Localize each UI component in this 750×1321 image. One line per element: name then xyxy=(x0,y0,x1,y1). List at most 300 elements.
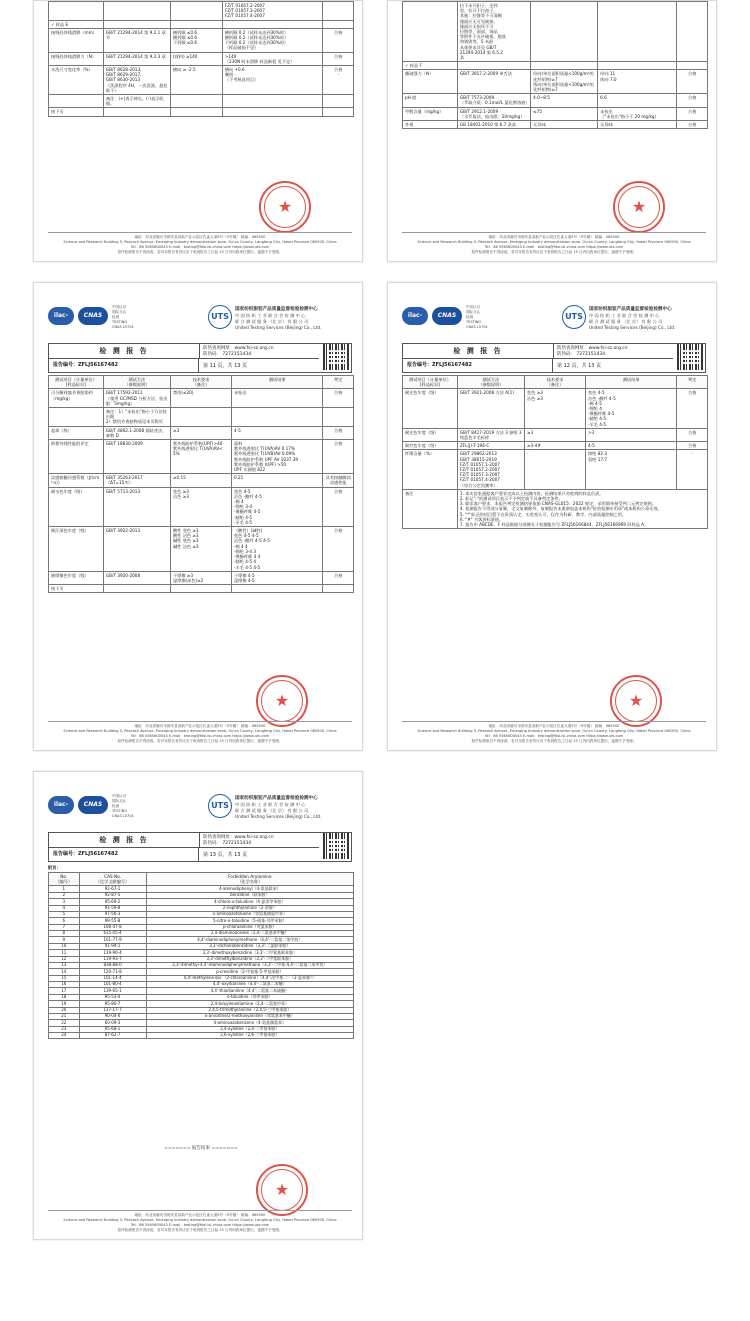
table-cell: 耐摩擦色牢度（级） xyxy=(49,571,104,584)
table-row xyxy=(49,389,354,408)
table-cell: 合格 xyxy=(323,571,354,584)
table-cell: 101-14-4 xyxy=(79,975,146,981)
table-cell: GB/T 2912.1-2009 （水萃取法，检出限：20mg/kg） xyxy=(457,107,530,120)
table-cell: 横向 +0.6 腰围 - （不考核此项目） xyxy=(222,66,323,95)
table-cell: 3,3'-dimethoxybenzidine（3,3'-二甲氧基联苯胺） xyxy=(146,950,353,956)
cnas-logo: CNAS xyxy=(78,307,108,325)
table-cell: 合格 xyxy=(677,70,708,94)
table-cell: 耐汗渍色牢度（级） xyxy=(49,527,104,572)
table-cell: 23 xyxy=(49,1026,80,1032)
table-cell: （酸性）(碱性) 变色 4-5 4-5 沾色 -醋纤 4-5 4-5 -棉 4 4 -锦纶 3-4 3 -聚酯纤维 4 4 -腈纶 4-5 4 -羊毛 4-5 4-5 xyxy=(231,527,323,572)
table-cell: 97-56-3 xyxy=(79,911,146,917)
table-header-cell: CAS No. （化学文献编号） xyxy=(79,873,146,886)
verification-info: 防伪查询网址：www.fsi-sz.org.cn 防伪码： 7272151434 xyxy=(203,346,274,357)
table-cell: 90-04-0 xyxy=(79,1013,146,1019)
notes-label: 备注 xyxy=(403,489,458,528)
table-cell xyxy=(49,2,104,21)
table-cell xyxy=(222,20,323,28)
table-row xyxy=(403,121,708,129)
table-cell xyxy=(531,2,598,62)
table-cell: >3 xyxy=(585,428,677,441)
report-number: 报告编号：ZFLJ56167482 xyxy=(49,358,199,372)
table-cell: 可分解致癌芳香胺染料（mg/kg） xyxy=(49,389,104,408)
table-cell: 17 xyxy=(49,988,80,994)
table-cell: GB/T 7573-2009 （萃取介质：0.1mol/L 氯化钾溶液） xyxy=(457,94,530,107)
company-name: 国家纺织服装产品质量监督检验检测中心 中 国 纺 织 工 业 联 合 会 检 测 中 心 联 合 测 试 服 务 （北 京） 有 限 公 司 United Testing Services (Beijing) Co., Ltd. xyxy=(235,307,322,330)
table-cell: 合格 xyxy=(677,442,708,450)
table-cell xyxy=(170,108,222,116)
table-cell xyxy=(598,62,677,70)
table-cell: 备注：1）"未检出"指小于方法检出限 2）禁用芳香胺物质见本页附页 xyxy=(103,408,170,427)
official-seal xyxy=(259,181,311,233)
table-cell: - xyxy=(524,450,585,489)
table-cell: GB/T 5713-2013 xyxy=(103,487,170,526)
table-header-cell: Forbidden Arylamine （化学名称） xyxy=(146,873,353,886)
table-cell: 凉感接触冷感系数（J/(cm²·s)） xyxy=(49,474,104,487)
table-row xyxy=(49,527,354,572)
table-row xyxy=(49,571,354,584)
table-cell: 5 xyxy=(49,911,80,917)
table-row xyxy=(49,474,354,487)
table-cell: 耐拧色牢度（级） xyxy=(403,442,458,450)
table-cell: 87-62-7 xyxy=(79,1033,146,1039)
report-header xyxy=(48,792,352,826)
table-cell: GB/T 3917.2-2009 单舌法 xyxy=(457,70,530,94)
report-page-10 xyxy=(33,0,363,262)
footer-address-cn: 地址：河北省廊坊市固安县高新产业示范区孔雀大道5号（5号楼） 邮编：065500 xyxy=(488,235,620,239)
table-header-cell: 技术要求 （备注） xyxy=(170,376,231,389)
cnas-logo: CNAS xyxy=(432,307,462,325)
table-cell xyxy=(170,2,222,21)
note-item: 7. 报告中 ABCDE、F 样品数据分别调关于检测报告号 ZFLJ56166844、ZFLJ56166969 四样品 A。 xyxy=(459,522,649,528)
table-cell: 起球（级） xyxy=(49,426,104,439)
report-title: 检 测 报 告 xyxy=(403,344,554,359)
ilac-mra-logo: ilac-MRA xyxy=(402,307,428,325)
table-cell: 撕破强力（N） xyxy=(403,70,458,94)
table-cell: 95-53-4 xyxy=(79,994,146,1000)
footer-address-en: Science and Research Building 5, Peacock Avenue, Emerging Industry demonstration zone, Gu'an County, Langfang City, Hebei Province 065500, China xyxy=(63,240,337,244)
table-cell xyxy=(323,2,354,21)
table-header-row xyxy=(403,376,708,389)
table-cell: 2,4,5-trimethylaniline（2,4,5-三甲基苯胺） xyxy=(146,1007,353,1013)
table-cell xyxy=(103,20,170,28)
table-cell xyxy=(231,585,323,593)
table-cell xyxy=(323,585,354,593)
table-row xyxy=(49,108,354,116)
accreditation-text: 中国认可 国际互认 检测 TESTING CNAS L0704 xyxy=(112,794,134,818)
table-cell xyxy=(170,20,222,28)
table-cell: GB/T 35263-2017 （ΔT=15℃） xyxy=(103,474,170,487)
page-number: 第 11 页，共 13 页 xyxy=(199,358,319,372)
table-cell: 3,3'-dichlorobenzidine（3,3'-二氯联苯胺） xyxy=(146,943,353,949)
table-cell: 21 xyxy=(49,1013,80,1019)
report-page-13 xyxy=(33,771,363,1240)
star-icon: ★ xyxy=(631,197,647,216)
table-cell: 接缝处纱线滑移力（N） xyxy=(49,52,104,65)
table-cell: 合格 xyxy=(323,426,354,439)
table-cell xyxy=(323,108,354,116)
table-cell: 4,4'-thiodianiline（4,4'-二氨基二苯硫醚） xyxy=(146,988,353,994)
table-cell: 4-5 xyxy=(585,442,677,450)
report-title-block xyxy=(48,343,352,373)
table-row xyxy=(49,28,354,52)
notes-row xyxy=(403,489,708,528)
table-cell: 变色 4-5 沾色 -醋纤 4-5 -棉 4-5 -锦纶 4 -聚酯纤维 4-5 -腈纶 4-5 -羊毛 4-5 xyxy=(585,389,677,428)
table-cell: ✓ 样品 E xyxy=(49,20,104,28)
table-cell: 4-5 xyxy=(231,426,323,439)
table-cell: GB/T 17592-2011 （使用 GC/MSD 分析方法，检出限：5mg/kg） xyxy=(103,389,170,408)
table-cell xyxy=(598,2,677,62)
note-item: 1. 本实验室通报客户要求完成以上检测内容，检测结果只对收到的样品负责。 xyxy=(459,490,604,496)
report-title-block xyxy=(402,343,706,373)
table-cell: 合格 xyxy=(323,52,354,65)
table-cell: 合格 xyxy=(677,121,708,129)
table-cell: 22 xyxy=(49,1020,80,1026)
report-header xyxy=(402,303,706,337)
table-cell: 7 xyxy=(49,924,80,930)
table-cell: 合格 xyxy=(677,389,708,428)
table-cell: 119-93-7 xyxy=(79,956,146,962)
table-cell: 变色 ≥3 沾色 ≥3 xyxy=(170,487,231,526)
table-cell: 18 xyxy=(49,994,80,1000)
table-cell: 4-chloro-o-toluidine（4-氯邻甲苯胺） xyxy=(146,899,353,905)
table-cell: 6.6 xyxy=(598,94,677,107)
table-cell: >140 （230N 时未滑移 样品断裂 见不足） xyxy=(222,52,323,65)
table-cell: 119-90-4 xyxy=(79,950,146,956)
table-cell: 经向(单位面积质量<100g/m²的化纤织物)≥7 纬向(单位面积质量<100g/m²的化纤织物)≥7 xyxy=(531,70,598,94)
table-cell: 酸性 变色 ≥3 酸性 沾色 ≥3 碱性 变色 ≥3 碱性 沾色 ≥3 xyxy=(170,527,231,572)
table-cell xyxy=(323,408,354,427)
table-cell xyxy=(103,108,170,116)
table-cell xyxy=(677,2,708,62)
notes-content xyxy=(457,489,707,528)
table-cell xyxy=(103,2,170,21)
company-name: 国家纺织服装产品质量监督检验检测中心 中 国 纺 织 工 业 联 合 会 检 测 中 心 联 合 测 试 服 务 （北 京） 有 限 公 司 United Testing Services (Beijing) Co., Ltd. xyxy=(235,796,322,819)
table-row xyxy=(403,442,708,450)
table-header-cell: 测试方法 （参数说明） xyxy=(103,376,170,389)
table-cell: GB/T 8427-2019 方法 3 参照 3 级蓝色羊毛标样 xyxy=(457,428,524,441)
table-cell: 9 xyxy=(49,937,80,943)
table-cell: 3 xyxy=(49,899,80,905)
table-cell xyxy=(170,408,231,427)
table-cell: 11 xyxy=(49,950,80,956)
table-cell: 未检出 xyxy=(231,389,323,408)
table-cell: 水洗尺寸变化率（%） xyxy=(49,66,104,95)
table-cell xyxy=(170,95,222,108)
table-cell xyxy=(222,108,323,116)
table-cell: p-chloroaniline（对氯苯胺） xyxy=(146,924,353,930)
table-cell: 2 xyxy=(49,892,80,898)
qr-code-icon xyxy=(323,344,349,370)
table-cell: 4,4'-diaminodiphenylmethane（4,4'-二氨基二苯甲烷） xyxy=(146,937,353,943)
company-name: 国家纺织服装产品质量监督检验检测中心 中 国 纺 织 工 业 联 合 会 检 测 中 心 联 合 测 试 服 务 （北 京） 有 限 公 司 United Testing Services (Beijing) Co., Ltd. xyxy=(589,307,676,330)
note-item: 6. "#" 为客供标准值。 xyxy=(459,516,504,522)
table-row xyxy=(49,585,354,593)
footer-disclaimer: 原件检测报告不得涂改，若对本报告有异议应于收到报告之日起 15 日内向我单位提出，逾期不予受理。 xyxy=(471,250,637,254)
page-number: 第 13 页，共 13 页 xyxy=(199,847,319,861)
table-header-cell: 技术要求 （备注） xyxy=(524,376,585,389)
report-title-block xyxy=(48,832,352,862)
table-cell: 2,6-xylidine（2,6-二甲基苯胺） xyxy=(146,1033,353,1039)
note-item: 2. 标记"-"的测试项目表示不予判定或不具备判定条件。 xyxy=(459,496,563,502)
table-row xyxy=(403,389,708,428)
table-cell: 4-aminodiphenyl（4-氨基联苯） xyxy=(146,886,353,892)
table-row xyxy=(403,62,708,70)
table-header-cell: 判定 xyxy=(677,376,708,389)
table-cell: 纤维含量（%） xyxy=(403,450,458,489)
table-cell: 838-88-0 xyxy=(79,962,146,968)
note-item: 5. "*"标记的项目暂不在资质认定、实验室认可，仅作为科研、教学、内部质量控制之用。 xyxy=(459,511,627,517)
report-title: 检 测 报 告 xyxy=(49,833,200,848)
report-title: 检 测 报 告 xyxy=(49,344,200,359)
table-cell: 95-80-7 xyxy=(79,1001,146,1007)
verification-info: 防伪查询网址：www.fsi-sz.org.cn 防伪码： 7272151434 xyxy=(557,346,628,357)
report-page-12 xyxy=(387,282,717,751)
table-row xyxy=(403,2,708,62)
table-cell xyxy=(231,408,323,427)
qr-code-icon xyxy=(323,833,349,859)
table-cell: 139-65-1 xyxy=(79,988,146,994)
table-cell: 2,4-diaminoanisole（2,4-二氨基苯甲醚） xyxy=(146,931,353,937)
uts-logo-icon: UTS xyxy=(208,305,232,329)
table-row xyxy=(49,426,354,439)
table-cell: 2,4-toluylenediamine（2,4-二氨基甲苯） xyxy=(146,1001,353,1007)
table-cell: 接下页 xyxy=(49,108,104,116)
table-cell: 锦纶 82.3 氨纶 17.7 xyxy=(585,450,677,489)
table-cell xyxy=(531,62,598,70)
table-cell: 3,3'-dimethylbenzidine（3,3'-二甲基联苯胺） xyxy=(146,956,353,962)
table-cell: 接下页 xyxy=(49,585,104,593)
table-cell: 变色 ≥3 沾色 ≥3 xyxy=(524,389,585,428)
table-cell: GB/T 4802.1-2008 圆轨迹法，参数 D xyxy=(103,426,170,439)
table-cell: - xyxy=(677,450,708,489)
note-item: 4. 检测报告不得部分复制，全文复制除外，复制报告未重新加盖本机构"检验检测专用章"或本机构公章无效。 xyxy=(459,506,662,512)
results-table-page-12 xyxy=(402,375,708,529)
table-cell: 106-47-8 xyxy=(79,924,146,930)
table-cell: 接缝处纱线滑移（mm） xyxy=(49,28,104,52)
footer-disclaimer: 原件检测报告不得涂改，若对本报告有异议应于收到报告之日起 15 日内向我单位提出，逾期不予受理。 xyxy=(117,250,283,254)
table-cell: ≥3 xyxy=(170,426,231,439)
verification-info: 防伪查询网址：www.fsi-sz.org.cn 防伪码： 7272151434 xyxy=(203,835,274,846)
table-cell: 耐光色牢度（级） xyxy=(403,428,458,441)
table-cell xyxy=(103,585,170,593)
table-cell: 合格 xyxy=(323,527,354,572)
table-cell: GB/T 3920-2008 xyxy=(103,571,170,584)
ilac-mra-logo: ilac-MRA xyxy=(48,796,74,814)
table-cell: 92-67-1 xyxy=(79,886,146,892)
table-cell: 合格 xyxy=(677,107,708,120)
table-header-cell: 测试结果 xyxy=(585,376,677,389)
table-row xyxy=(49,440,354,474)
footer-contact: Tel：86 5565600043 E-mail：testing@fdsi.lsi-china.com https://www.uts.com xyxy=(130,245,270,249)
table-cell: 合格 xyxy=(677,94,708,107)
table-cell xyxy=(49,95,104,108)
table-cell: 20 xyxy=(49,1007,80,1013)
official-seal xyxy=(256,1164,308,1216)
table-cell: 15 xyxy=(49,975,80,981)
note-item: 3. 除非客户要求，本报告判定检测结果依据 CNAS-GL015：2022 规定，采用简单接受判二元判定规则。 xyxy=(459,501,657,507)
table-cell: GB/T 3922-2013 xyxy=(103,527,170,572)
table-cell: 4-aminoazobenzene（4-氨基偶氮苯） xyxy=(146,1020,353,1026)
table-row xyxy=(49,408,354,427)
table-cell: 0.21 xyxy=(231,474,323,487)
arylamine-table xyxy=(48,872,354,1039)
table-cell: 合格 xyxy=(323,440,354,474)
table-cell: 1 xyxy=(49,886,80,892)
table-cell: 8 xyxy=(49,931,80,937)
table-cell: 合格 xyxy=(323,389,354,408)
table-header-cell: 测试方法 （参数说明） xyxy=(457,376,524,389)
table-cell: 3,3'-dimethyl-4,4'-diaminodiphenylmethane（3,3'-二甲基-4,4'-二氨基二苯甲烷） xyxy=(146,962,353,968)
table-cell: 横拆顺 ≤0.6 横拆顺 ≤0.6 下拆顺 ≤0.6 xyxy=(170,28,222,52)
table-cell: benzidine（联苯胺） xyxy=(146,892,353,898)
table-cell: 4 xyxy=(49,905,80,911)
table-cell: 2,4-xylidine（2,4-二甲基苯胺） xyxy=(146,1026,353,1032)
table-cell: 横拆顺 0.2（试样未达到30%时） 横拆顺 0.2（试样未达到30%时） 下拆顺 0.2（试样未达到30%时） （样品破损不见） xyxy=(222,28,323,52)
table-row xyxy=(403,107,708,120)
table-cell: 12 xyxy=(49,956,80,962)
table-cell: 耐水色牢度（级） xyxy=(49,487,104,526)
table-cell: ≤75 xyxy=(531,107,598,120)
table-cell: 无异味 xyxy=(598,121,677,129)
official-seal xyxy=(613,181,665,233)
table-cell: 4.0~8.5 xyxy=(531,94,598,107)
table-cell: GB/T 8628-2013, GB/T 8629-2017, GB/T 8630-2013 （洗涤程序 4H，一次洗涤，悬挂晾干） xyxy=(103,66,170,95)
table-cell: p-cresidine（2-甲氧基-5-甲基苯胺） xyxy=(146,969,353,975)
table-cell xyxy=(170,585,231,593)
page-footer: 地址：河北省廊坊市固安县高新产业示范区孔雀大道5号（5号楼） 邮编：065500 Science and Research Building 5, Peacock Avenue, Emerging Industry demonstration zone, Gu'an County, Langfang City, Hebei Province 065500, China Tel：86 5565600043 E-mail：testing@fdsi.lsi-china.com https://www.uts.com 原件检测报告不得涂改，若对本报告有异议应于收到报告之日起 15 日内向我单位提出，逾期不予受理。 xyxy=(48,1210,352,1233)
table-cell: 外观 xyxy=(403,121,458,129)
table-cell: pH 值 xyxy=(403,94,458,107)
table-cell: 5-nitro-o-toluidine（5-硝基-邻甲苯胺） xyxy=(146,918,353,924)
table-cell: 甲醛含量（mg/kg） xyxy=(403,107,458,120)
table-cell: GB/T 3921-2008 方法 A(1) xyxy=(457,389,524,428)
table-cell: GB/T 29862-2013 GB/T 38015-2019 FZ/T 01057.1-2007 FZ/T 01057.2-2007 FZ/T 01057.3-2007 FZ/T 01057.4-2007 （综合公定回潮率） xyxy=(457,450,524,489)
table-row xyxy=(49,52,354,65)
table-cell: 备注：(+)表示伸长，(-)表示收缩。 xyxy=(103,95,170,108)
table-cell: 92-87-5 xyxy=(79,892,146,898)
accreditation-text: 中国认可 国际互认 检测 TESTING CNAS L0704 xyxy=(112,305,134,329)
table-cell xyxy=(323,20,354,28)
table-cell: 紫外线防护系数(UPF)>40 紫外线透射比 T(UVA)AV<5% xyxy=(170,440,231,474)
table-cell: 101-80-4 xyxy=(79,982,146,988)
ilac-mra-logo: ilac-MRA xyxy=(48,307,74,325)
uts-logo-icon: UTS xyxy=(208,794,232,818)
table-cell: 60-09-3 xyxy=(79,1020,146,1026)
table-cell: 99-55-8 xyxy=(79,918,146,924)
table-row xyxy=(49,487,354,526)
star-icon: ★ xyxy=(277,197,293,216)
table-cell: GB 18401-2010 第 6.7 条款 xyxy=(457,121,530,129)
results-table-page-10 xyxy=(48,1,354,117)
star-icon: ★ xyxy=(274,1180,290,1199)
table-cell: (裁料) ≥140 xyxy=(170,52,222,65)
table-cell: 拉下未开扣子，坐到 里，拉开不拉扣子。 其他：拉链等不可清晰 缝面应无可见破损。 缝面应无损坏不可 拉链等，面部，饰品 等附件不允许破损，脱落 和销毁等。5 米最 具体要求详见 GB/T 21294-2014 第 6.5.2 条 xyxy=(457,2,530,62)
table-header-cell: 测试结果 xyxy=(231,376,323,389)
table-cell xyxy=(222,95,323,108)
table-cell: GB/T 18830-2009 xyxy=(103,440,170,474)
table-cell: 19 xyxy=(49,1001,80,1007)
report-end-marker: ======= 报告结束 ======= xyxy=(164,1146,238,1151)
table-cell: o-toluidine（邻甲苯胺） xyxy=(146,994,353,1000)
table-cell: 变色 4-5 沾色 -醋纤 4-5 -棉 4 -锦纶 3-4 -聚酯纤维 4-5 -腈纶 4-5 -羊毛 4-5 xyxy=(231,487,323,526)
page-footer: 地址：河北省廊坊市固安县高新产业示范区孔雀大道5号（5号楼） 邮编：065500 Science and Research Building 5, Peacock Avenue, Emerging Industry demonstration zone, Gu'an County, Langfang City, Hebei Province 065500, China Tel：86 5565600043 E-mail：testing@fdsi.lsi-china.com https://www.uts.com 原件检测报告不得涂改，若对本报告有异议应于收到报告之日起 15 日内向我单位提出，逾期不予受理。 xyxy=(48,721,352,744)
table-cell: 横向 ≥ -2.5 xyxy=(170,66,222,95)
report-number: 报告编号：ZFLJ56167482 xyxy=(49,847,199,861)
table-row xyxy=(403,428,708,441)
page-footer xyxy=(402,232,706,255)
page-number: 第 12 页，共 13 页 xyxy=(553,358,673,372)
table-cell: ZFL(J)-T-194-C xyxy=(457,442,524,450)
table-cell: ≥3 xyxy=(524,428,585,441)
table-cell xyxy=(677,62,708,70)
table-cell: 无异味 xyxy=(531,121,598,129)
footer-address-cn: 地址：河北省廊坊市固安县高新产业示范区孔雀大道5号（5号楼） 邮编：065500 xyxy=(134,235,266,239)
footer-contact: Tel：86 5565600043 E-mail：testing@fdsi.lsi-china.com https://www.uts.com xyxy=(484,245,624,249)
table-cell: 4,4'-oxydianiline（4,4'-二氨基二苯醚） xyxy=(146,982,353,988)
results-table-page-11 xyxy=(48,375,354,593)
table-header-cell: 判定 xyxy=(323,376,354,389)
table-cell: 未检出 （"未检出"指小于 20 mg/kg） xyxy=(598,107,677,120)
table-cell: 16 xyxy=(49,982,80,988)
table-cell: 14 xyxy=(49,969,80,975)
table-cell: 合格 xyxy=(323,487,354,526)
table-cell: 95-68-1 xyxy=(79,1026,146,1032)
appendix-label: 附页： xyxy=(48,865,61,870)
table-cell: o-anisidine/2-methoxyaniline（邻氨基苯甲醚） xyxy=(146,1013,353,1019)
table-cell: 合格 xyxy=(323,28,354,52)
table-cell: 120-71-8 xyxy=(79,969,146,975)
table-cell: FZ/T 01057.2-2007 FZ/T 01057.3-2007 FZ/T 01057.4-2007 xyxy=(222,2,323,21)
table-cell xyxy=(323,95,354,108)
table-cell: 24 xyxy=(49,1033,80,1039)
table-row xyxy=(49,1033,354,1039)
table-cell: 经向 11 纬向 7.0 xyxy=(598,70,677,94)
table-cell: 10 xyxy=(49,943,80,949)
table-cell: 合格 - xyxy=(323,66,354,95)
star-icon: ★ xyxy=(274,691,290,710)
accreditation-text: 中国认可 国际互认 检测 TESTING CNAS L0704 xyxy=(466,305,488,329)
star-icon: ★ xyxy=(628,691,644,710)
table-cell: ≥0.15 xyxy=(170,474,231,487)
table-row xyxy=(49,20,354,28)
table-cell xyxy=(49,408,104,427)
table-cell: 615-05-4 xyxy=(79,931,146,937)
table-row xyxy=(403,94,708,107)
page-footer xyxy=(48,232,352,255)
footer-address-en: Science and Research Building 5, Peacock Avenue, Emerging Industry demonstration zone, Gu'an County, Langfang City, Hebei Province 065500, China xyxy=(417,240,691,244)
table-cell xyxy=(403,2,458,62)
official-seal xyxy=(610,675,662,727)
table-cell xyxy=(457,62,530,70)
qr-code-icon xyxy=(677,344,703,370)
table-cell: 防紫外线性能的评定 xyxy=(49,440,104,474)
table-cell: 禁用(≤20) xyxy=(170,389,231,408)
table-cell: ≥3-4# xyxy=(524,442,585,450)
table-row xyxy=(49,66,354,95)
table-cell: GB/T 21294-2014 第 9.2.3 章 xyxy=(103,52,170,65)
table-cell: 6 xyxy=(49,918,80,924)
report-page-11 xyxy=(33,282,363,751)
cnas-logo: CNAS xyxy=(78,796,108,814)
report-number: 报告编号：ZFLJ56167482 xyxy=(403,358,553,372)
table-cell: 95-69-2 xyxy=(79,899,146,905)
table-cell: 101-77-9 xyxy=(79,937,146,943)
table-cell: 91-94-1 xyxy=(79,943,146,949)
table-header-cell: No. （编号） xyxy=(49,873,80,886)
results-table-page-10b xyxy=(402,1,708,129)
table-row xyxy=(49,2,354,21)
